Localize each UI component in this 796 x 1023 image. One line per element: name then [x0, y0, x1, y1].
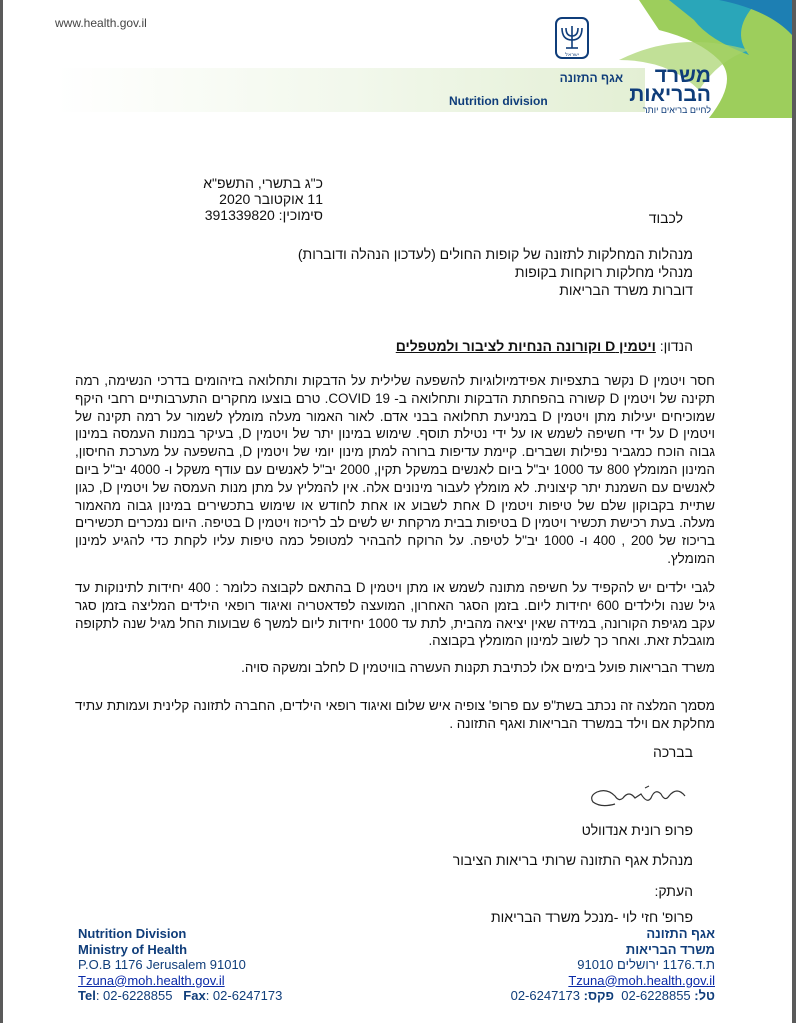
department-name-english: Nutrition division	[449, 94, 548, 108]
footer-email-link[interactable]: Tzuna@moh.health.gov.il	[78, 972, 225, 988]
closing-greeting: בברכה	[652, 744, 693, 760]
subject-line	[153, 338, 693, 354]
website-url[interactable]: www.health.gov.il	[55, 16, 147, 30]
subject-label: הנדון:	[659, 338, 693, 354]
body-paragraph: משרד הבריאות פועל בימים אלו לכתיבת תקנות העשרה בוויטמין D לחלב ומשקה סויה.	[241, 660, 715, 675]
subject-title: ויטמין D וקורונה הנחיות לציבור ולמטפלים	[395, 338, 656, 354]
recipient-line: מנהלות המחלקות לתזונה של קופות החולים (לעדכון הנהלה ודוברות)	[297, 246, 693, 262]
body-paragraph: חסר ויטמין D נקשר בתצפיות אפידמיולוגיות להשפעה שלילית על הדבקות ותחלואה בזיהומים בדרכי הנשימה, רמה תקינה של ויטמין D קשורה בהפחתת הדבקות ותחלואה ב- COVID 19. טרם בוצעו מחקרים התערבותיים רחבי היקף שמוכיחים יעילות מתן ויטמין D במניעת תחלואה בבני אדם. לאור האמור מעלה מומלץ לשמור על רמה תקינה של ויטמין D על ידי חשיפה לשמש או על ידי נטילת תוסף. שימוש במינון יתר של ויטמין D, בעיקר במנות העמסה במינון גבוה הוכח כמגביר נפילות ושברים. קיימת עדיפות ברורה למתן מינון יומי של ויטמין D, בהשפעה על מערכת החיסון, המינון המומלץ 800 עד 1000 יב"ל ביום לאנשים במשקל תקין, 2000 יב"ל לאנשים עם עודף משקל ו- 4000 יב"ל ביום לאנשים עם השמנת יתר קיצונית. לא מומלץ לעבור מינונים אלה. אין להמליץ על מתן מנות העמסה של ויטמין D, כגון שתיית בקבוקון שלם של טיפות ויטמין D אחת לשבוע או אחת לחודש או שימוש בתכשירים במינון גבוה מהאמור מעלה. בעת רכישת תכשיר ויטמין D בטיפות בבית מרקחת יש לשים לב לריכוז ויטמין D בטיפה. היום נמכרים תכשירים בריכוז של 200 , 400 ו- 1000 יב"ל לטיפה. על הרוקח להבהיר למטופל כמה טיפות עליו לקחת כדי להגיע למינון המומלץ.	[75, 373, 716, 566]
footer-english: Nutrition Division Ministry of Health P.O.B 1176 Jerusalem 91010 Tzuna@moh.health.gov.il Tel: 02-6228855 Fax: 02-6247173	[78, 926, 283, 1003]
hebrew-date: כ"ג בתשרי, התשפ"א	[203, 175, 323, 191]
signer-name: פרופ רונית אנדוולט	[581, 822, 693, 838]
recipient-line: מנהלי מחלקות רוקחות בקופות	[514, 264, 693, 280]
state-emblem-icon	[552, 16, 592, 62]
handwritten-signature-icon	[585, 782, 690, 810]
footer-hebrew: אגף התזונה משרד הבריאות ת.ד.1176 ירושלים 91010 Tzuna@moh.health.gov.il טל: 02-6228855 פקס: 02-6247173	[510, 926, 715, 1003]
date-block	[123, 175, 323, 223]
body-paragraph: מסמך המלצה זה נכתב בשת"פ עם פרופ' צופיה איש שלום ואיגוד רופאי הילדים, החברה לתזונה קלינית ועמותת עתיד מחלקת אם וילד במשרד הבריאות ואגף התזונה .	[75, 698, 715, 731]
letter-page	[3, 0, 792, 1023]
department-name-hebrew: אגף התזונה	[559, 71, 623, 85]
gregorian-date: 11 אוקטובר 2020	[219, 191, 323, 207]
signer-title: מנהלת אגף התזונה שרותי בריאות הציבור	[452, 852, 693, 868]
ministry-slogan: לחיים בריאים יותר	[642, 105, 711, 115]
greeting: לכבוד	[648, 210, 683, 226]
reference-number: סימוכין: 391339820	[204, 207, 323, 223]
copy-recipient: פרופ' חזי לוי -מנכל משרד הבריאות	[491, 909, 693, 925]
copy-label: העתק:	[654, 883, 693, 899]
svg-text:ישראל: ישראל	[565, 52, 579, 58]
body-paragraph: לגבי ילדים יש להקפיד על חשיפה מתונה לשמש או מתן ויטמין D בהתאם לקבוצה כלומר : 400 יחידות לתינוקות עד גיל שנה ולילדים 600 יחידות ליום. בזמן הסגר האחרון, המועצה לפדאטריה ואיגוד רופאי הילדים המליצה בזמן סגר עקב מגיפת הקורונה, במידה שאין יציאה מהבית, לתת עד 1000 יחידות ליום למשך 6 שבועות החל מגיל שנה לתקופה מוגבלת זאת. ואחר כך לשוב למינון המומלץ בקבוצה.	[75, 580, 716, 649]
footer-email-link-hebrew[interactable]: Tzuna@moh.health.gov.il	[568, 972, 715, 988]
recipient-line: דוברות משרד הבריאות	[559, 282, 693, 298]
ministry-name: משרד הבריאות	[629, 64, 711, 106]
recipients-list	[263, 245, 693, 299]
